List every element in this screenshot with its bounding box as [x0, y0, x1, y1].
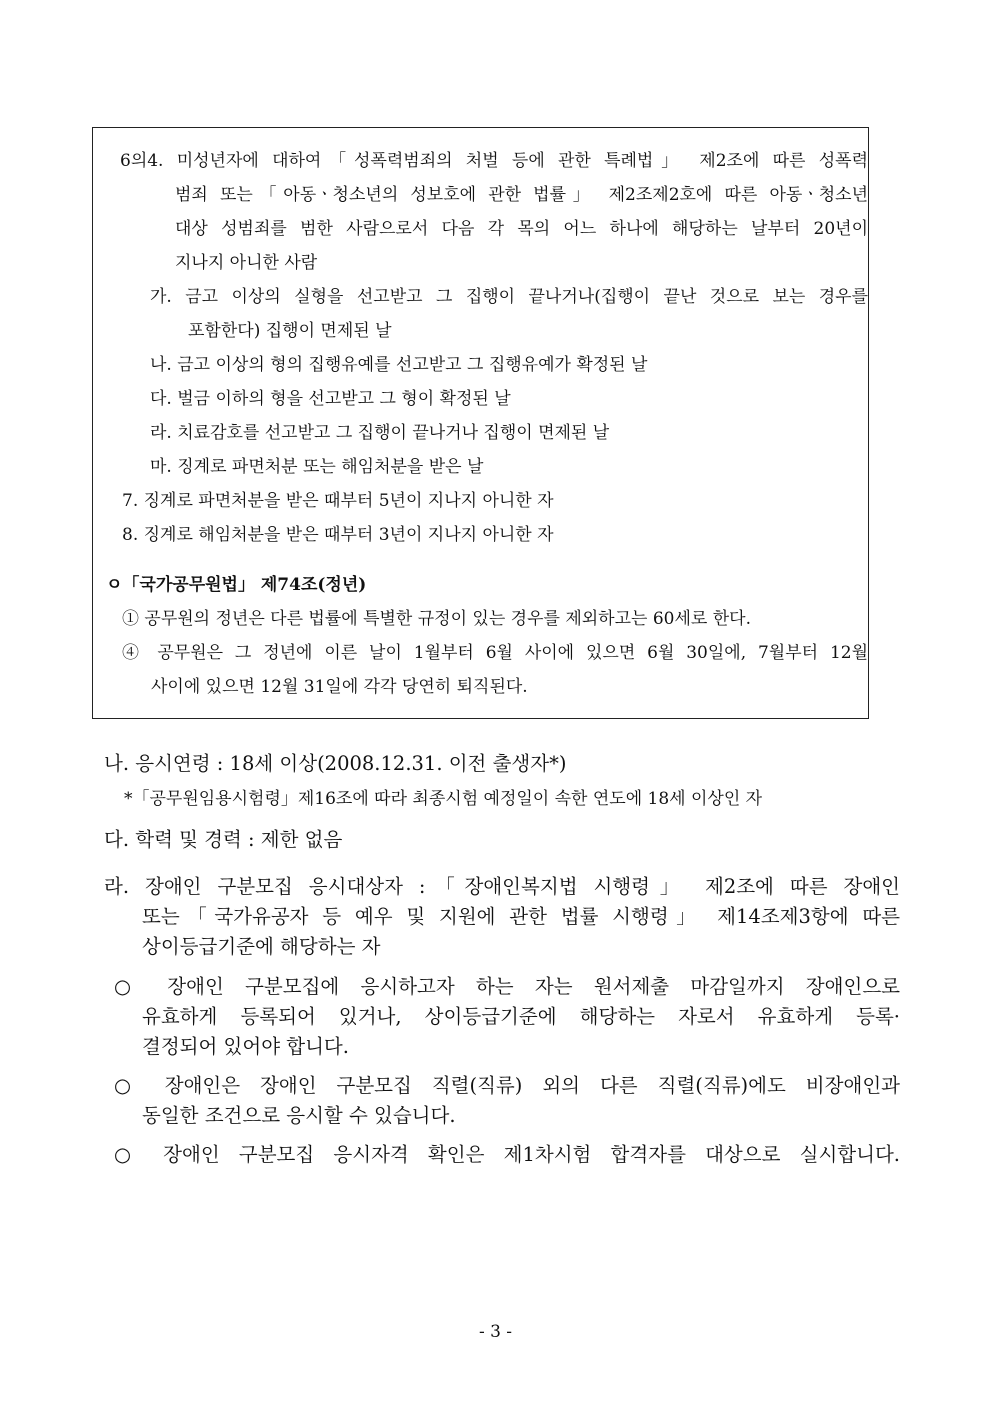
paragraph-1: ① 공무원의 정년은 다른 법률에 특별한 규정이 있는 경우를 제외하고는 60세로 한다.: [122, 609, 751, 629]
paragraph-4-line-1: ④ 공무원은 그 정년에 이른 날이 1월부터 6월 사이에 있으면 6월 30일에, 7월부터 12월: [122, 643, 868, 663]
section-disability-line-3: 상이등급기준에 해당하는 자: [142, 935, 381, 958]
bullet-1-line-2: 유효하게 등록되어 있거나, 상이등급기준에 해당하는 자로서 유효하게 등록·: [142, 1005, 900, 1028]
section-age-note: *「공무원임용시험령」제16조에 따라 최종시험 예정일이 속한 연도에 18세 이상인 자: [124, 789, 763, 809]
paragraph-4-line-2: 사이에 있으면 12월 31일에 각각 당연히 퇴직된다.: [151, 677, 528, 697]
bullet-1-line-3: 결정되어 있어야 합니다.: [142, 1035, 349, 1058]
item-6-4-line-2: 범죄 또는「아동ㆍ청소년의 성보호에 관한 법률」 제2조제2호에 따른 아동ㆍ청소년: [175, 185, 868, 205]
section-age: 나. 응시연령 : 18세 이상(2008.12.31. 이전 출생자*): [104, 752, 567, 775]
sub-ga-line-2: 포함한다) 집행이 면제된 날: [188, 321, 392, 341]
sub-ra: 라. 치료감호를 선고받고 그 집행이 끝나거나 집행이 면제된 날: [150, 423, 610, 443]
page-number: - 3 -: [478, 1322, 513, 1342]
sub-na: 나. 금고 이상의 형의 집행유예를 선고받고 그 집행유예가 확정된 날: [150, 355, 648, 375]
sub-da: 다. 벌금 이하의 형을 선고받고 그 형이 확정된 날: [150, 389, 511, 409]
bullet-2-line-2: 동일한 조건으로 응시할 수 있습니다.: [142, 1104, 456, 1127]
bullet-3-line-1: ○ 장애인 구분모집 응시자격 확인은 제1차시험 합격자를 대상으로 실시합니다.: [114, 1143, 900, 1166]
section-disability-line-2: 또는「국가유공자 등 예우 및 지원에 관한 법률 시행령」 제14조제3항에 따른: [142, 905, 900, 928]
sub-ga-line-1: 가. 금고 이상의 실형을 선고받고 그 집행이 끝나거나(집행이 끝난 것으로 보는 경우를: [150, 287, 868, 307]
item-8: 8. 징계로 해임처분을 받은 때부터 3년이 지나지 아니한 자: [122, 525, 554, 545]
item-6-4-line-3: 대상 성범죄를 범한 사람으로서 다음 각 목의 어느 하나에 해당하는 날부터 20년이: [175, 219, 868, 239]
law-title: ㅇ「국가공무원법」 제74조(정년): [106, 575, 367, 595]
bullet-1-line-1: ○ 장애인 구분모집에 응시하고자 하는 자는 원서제출 마감일까지 장애인으로: [114, 975, 900, 998]
sub-ma: 마. 징계로 파면처분 또는 해임처분을 받은 날: [150, 457, 484, 477]
item-6-4-line-1: 6의4. 미성년자에 대하여「성폭력범죄의 처벌 등에 관한 특례법」 제2조에 따른 성폭력: [120, 151, 868, 171]
item-7: 7. 징계로 파면처분을 받은 때부터 5년이 지나지 아니한 자: [122, 491, 554, 511]
section-education: 다. 학력 및 경력 : 제한 없음: [104, 828, 343, 851]
section-disability-line-1: 라. 장애인 구분모집 응시대상자 :「장애인복지법 시행령」 제2조에 따른 장애인: [104, 875, 900, 898]
item-6-4-line-4: 지나지 아니한 사람: [175, 253, 318, 273]
bullet-2-line-1: ○ 장애인은 장애인 구분모집 직렬(직류) 외의 다른 직렬(직류)에도 비장애인과: [114, 1074, 900, 1097]
